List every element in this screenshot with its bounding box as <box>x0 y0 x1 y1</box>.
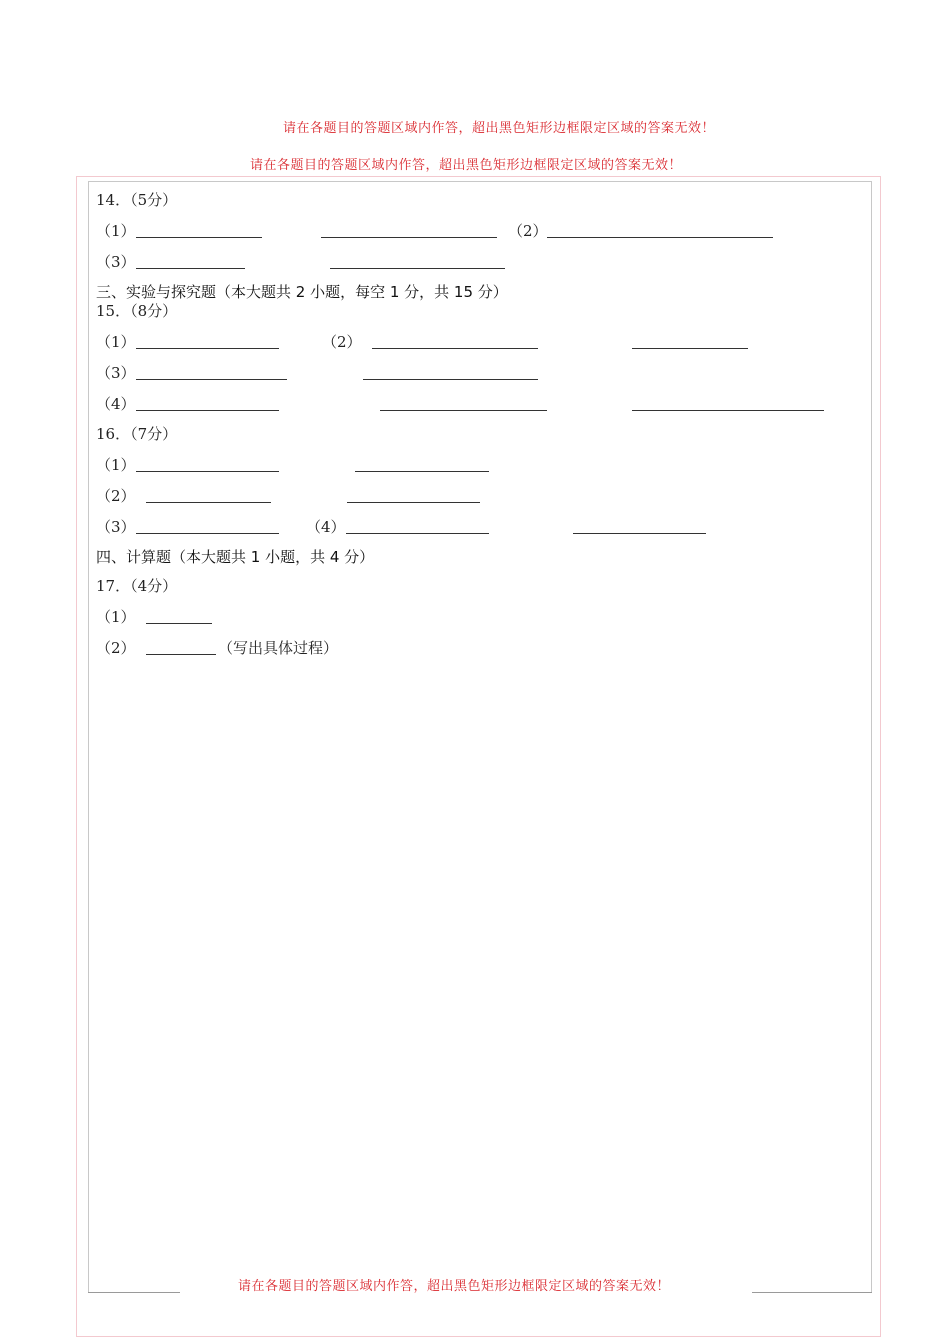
q15-blank-4a[interactable] <box>136 410 279 411</box>
q14-blank-3a[interactable] <box>136 268 245 269</box>
warning-notice-top: 请在各题目的答题区域内作答，超出黑色矩形边框限定区域的答案无效！ <box>283 121 716 136</box>
q14-part2-label: （2） <box>508 222 548 240</box>
q14-header: 14．（5分） <box>96 191 178 209</box>
q16-part2-label: （2） <box>96 487 136 505</box>
q15-part4-label: （4） <box>96 395 136 413</box>
q15-part1-label: （1） <box>96 333 136 351</box>
q15-blank-4b[interactable] <box>380 410 547 411</box>
q16-blank-4b[interactable] <box>573 533 706 534</box>
q15-part2-label: （2） <box>322 333 362 351</box>
q16-blank-1b[interactable] <box>355 471 489 472</box>
q16-header: 16．（7分） <box>96 425 178 443</box>
q17-part1-label: （1） <box>96 608 136 626</box>
q17-blank-2[interactable] <box>146 654 216 655</box>
q16-blank-2a[interactable] <box>146 502 271 503</box>
q15-part3-label: （3） <box>96 364 136 382</box>
q16-blank-4a[interactable] <box>346 533 489 534</box>
q14-blank-2[interactable] <box>547 237 773 238</box>
q14-blank-1a[interactable] <box>136 237 262 238</box>
q15-blank-2b[interactable] <box>632 348 748 349</box>
section-4-title: 四、计算题（本大题共 1 小题，共 4 分） <box>96 548 375 566</box>
q17-header: 17．（4分） <box>96 577 178 595</box>
q15-header: 15．（8分） <box>96 302 178 320</box>
q14-blank-1b[interactable] <box>321 237 497 238</box>
q16-part1-label: （1） <box>96 456 136 474</box>
q16-part4-label: （4） <box>306 518 346 536</box>
q17-work-note: （写出具体过程） <box>218 639 339 657</box>
q17-part2-label: （2） <box>96 639 136 657</box>
q15-blank-1[interactable] <box>136 348 279 349</box>
bottom-left-rule <box>88 1292 180 1293</box>
section-3-title: 三、实验与探究题（本大题共 2 小题，每空 1 分，共 15 分） <box>96 283 508 301</box>
q14-part1-label: （1） <box>96 222 136 240</box>
q14-part3-label: （3） <box>96 253 136 271</box>
q17-blank-1[interactable] <box>146 623 212 624</box>
q15-blank-2a[interactable] <box>372 348 538 349</box>
bottom-right-rule <box>752 1292 872 1293</box>
q14-blank-3b[interactable] <box>330 268 505 269</box>
q15-blank-3b[interactable] <box>363 379 538 380</box>
q15-blank-3a[interactable] <box>136 379 287 380</box>
q15-blank-4c[interactable] <box>632 410 824 411</box>
warning-notice-bottom: 请在各题目的答题区域内作答，超出黑色矩形边框限定区域的答案无效！ <box>238 1279 671 1294</box>
warning-notice-upper: 请在各题目的答题区域内作答，超出黑色矩形边框限定区域的答案无效！ <box>250 158 683 173</box>
q16-blank-2b[interactable] <box>347 502 480 503</box>
q16-blank-1a[interactable] <box>136 471 279 472</box>
q16-part3-label: （3） <box>96 518 136 536</box>
q16-blank-3[interactable] <box>136 533 279 534</box>
